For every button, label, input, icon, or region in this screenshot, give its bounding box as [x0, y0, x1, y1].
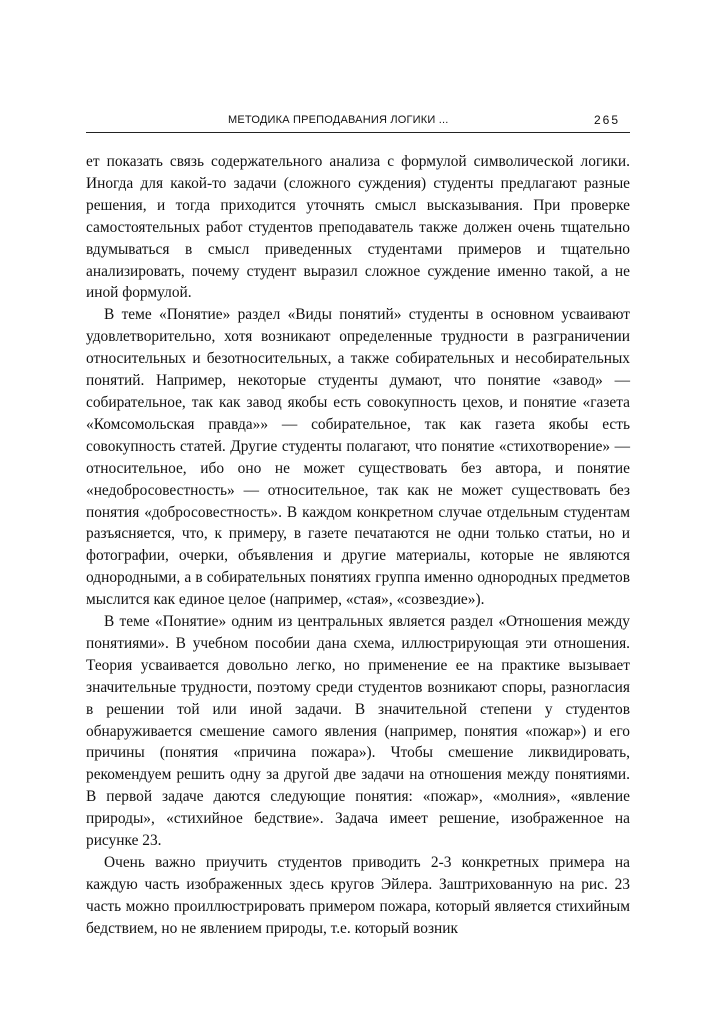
running-header	[86, 112, 630, 133]
running-title: МЕТОДИКА ПРЕПОДАВАНИЯ ЛОГИКИ ...	[228, 114, 449, 126]
page-number: 265	[593, 113, 620, 127]
page-body	[86, 151, 630, 940]
paragraph: В теме «Понятие» раздел «Виды понятий» студенты в основном усваивают удовлетворительно, хотя возникают определенные трудности в разграничении относительных и безотносительных, а также собирательных и несобирательных понятий. Например, некоторые студенты думают, что понятие «завод» — собирательное, так как завод якобы есть совокупность цехов, и понятие «газета «Комсомольская правда»» — собирательное, так как газета якобы есть совокупность статей. Другие студенты полагают, что понятие «стихотворение» — относительное, ибо оно не может существовать без автора, и понятие «недобросовестность» — относительное, так как не может существовать без понятия «добросовестность». В каждом конкретном случае отдельным студентам разъясняется, что, к примеру, в газете печатаются не одни только статьи, но и фотографии, очерки, объявления и другие материалы, которые не являются однородными, а в собирательных понятиях группа именно однородных предметов мыслится как единое целое (например, «стая», «созвездие»).	[86, 306, 630, 609]
paragraph-continuation: ет показать связь содержательного анализа с формулой символической логики. Иногда для какой-то задачи (сложного суждения) студенты предлагают разные решения, и тогда приходится уточнять смысл высказывания. При проверке самостоятельных работ студентов преподаватель также должен очень тщательно вдумываться в смысл приведенных студентами примеров и тщательно анализировать, почему студент выразил сложное суждение именно такой, а не иной формулой.	[86, 153, 630, 302]
book-page	[86, 112, 630, 940]
paragraph: Очень важно приучить студентов приводить 2-3 конкретных примера на каждую часть изображенных здесь кругов Эйлера. Заштрихованную на рис. 23 часть можно проиллюстрировать примером пожара, который является стихийным бедствием, но не явлением природы, т.е. который возник	[86, 854, 630, 937]
paragraph: В теме «Понятие» одним из центральных является раздел «Отношения между понятиями». В учебном пособии дана схема, иллюстрирующая эти отношения. Теория усваивается довольно легко, но применение ее на практике вызывает значительные трудности, поэтому среди студентов возникают споры, разногласия в решении той или иной задачи. В значительной степени у студентов обнаруживается смешение самого явления (например, понятия «пожар») и его причины (понятия «причина пожара»). Чтобы смешение ликвидировать, рекомендуем решить одну за другой две задачи на отношения между понятиями. В первой задаче даются следующие понятия: «пожар», «молния», «явление природы», «стихийное бедствие». Задача имеет решение, изображенное на рисунке 23.	[86, 613, 630, 850]
